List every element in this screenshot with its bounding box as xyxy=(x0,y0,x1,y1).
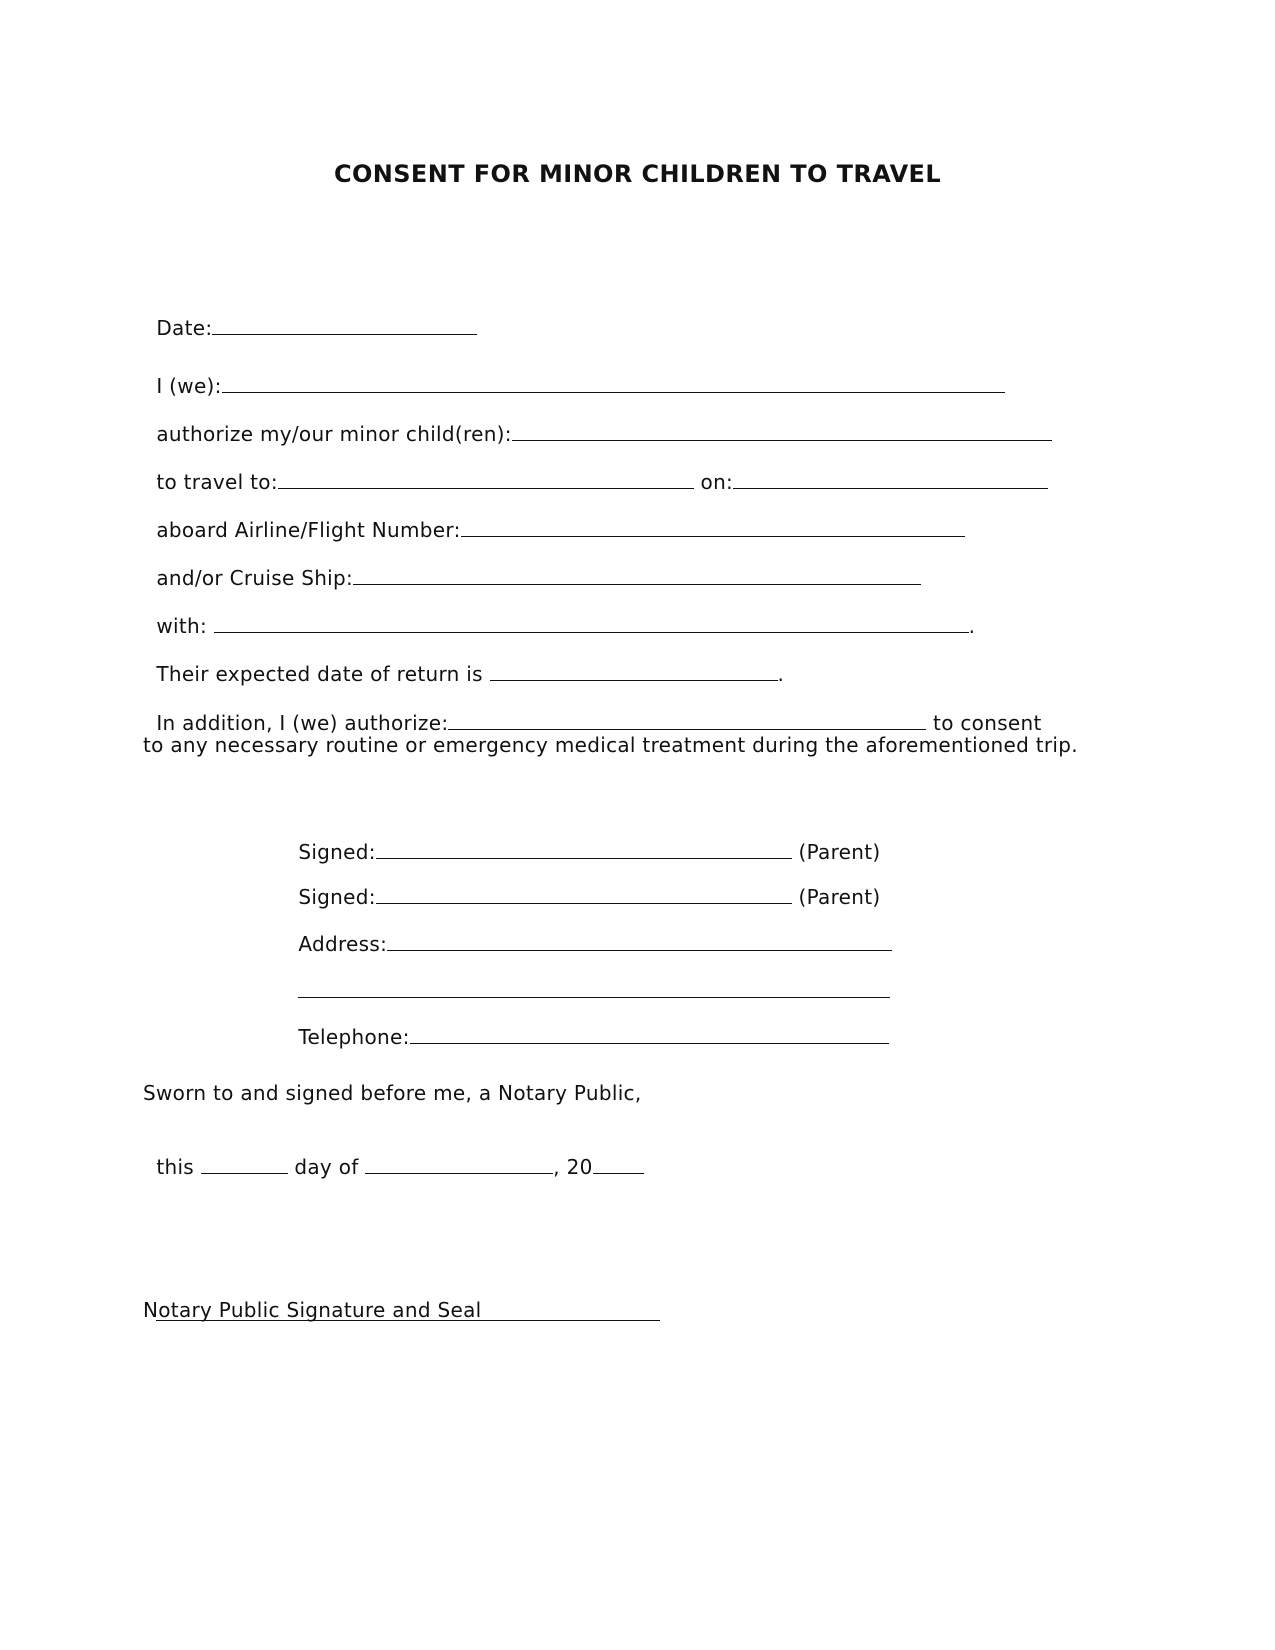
with-period: . xyxy=(968,614,976,638)
on-label: on: xyxy=(700,470,734,494)
signed-row-2 xyxy=(285,859,881,909)
notary-day-field[interactable] xyxy=(201,1153,288,1174)
flight-label: aboard Airline/Flight Number: xyxy=(156,518,461,542)
signed-label-2: Signed: xyxy=(298,885,376,909)
cruise-row xyxy=(143,540,921,590)
authorize-label: In addition, I (we) authorize: xyxy=(156,711,449,735)
return-label: Their expected date of return is xyxy=(156,662,483,686)
date-label: Date: xyxy=(156,316,213,340)
cruise-field[interactable] xyxy=(353,564,921,585)
notary-month-field[interactable] xyxy=(365,1153,553,1174)
parent-label-1: (Parent) xyxy=(798,840,881,864)
children-row xyxy=(143,396,1052,446)
date-field[interactable] xyxy=(212,314,477,335)
destination-field[interactable] xyxy=(278,468,694,489)
address-field-2[interactable] xyxy=(298,977,890,998)
address-row-2 xyxy=(285,953,890,1003)
to-consent-text: to consent xyxy=(933,711,1042,735)
year-prefix: , 20 xyxy=(553,1155,593,1179)
flight-field[interactable] xyxy=(461,516,965,537)
return-date-field[interactable] xyxy=(490,660,778,681)
destination-label: to travel to: xyxy=(156,470,278,494)
flight-row xyxy=(143,492,965,542)
with-label: with: xyxy=(156,614,207,638)
destination-row xyxy=(143,444,1048,494)
address-label: Address: xyxy=(298,932,388,956)
notary-date-row xyxy=(143,1129,644,1179)
sworn-text: Sworn to and signed before me, a Notary Public, xyxy=(143,1081,642,1105)
telephone-label: Telephone: xyxy=(298,1025,410,1049)
parent-label-2: (Parent) xyxy=(798,885,881,909)
with-field[interactable] xyxy=(214,612,969,633)
travel-date-field[interactable] xyxy=(733,468,1048,489)
return-row xyxy=(143,636,784,686)
form-title: CONSENT FOR MINOR CHILDREN TO TRAVEL xyxy=(333,160,942,188)
return-period: . xyxy=(777,662,785,686)
cruise-label: and/or Cruise Ship: xyxy=(156,566,354,590)
telephone-field[interactable] xyxy=(410,1023,889,1044)
medical-text: to any necessary routine or emergency medical treatment during the aforementioned trip. xyxy=(143,733,1078,757)
telephone-row xyxy=(285,999,889,1049)
with-row xyxy=(143,588,975,638)
children-label: authorize my/our minor child(ren): xyxy=(156,422,512,446)
date-row xyxy=(143,290,477,340)
names-row xyxy=(143,348,1005,398)
authorize-field[interactable] xyxy=(448,709,926,730)
this-label: this xyxy=(156,1155,195,1179)
address-row xyxy=(285,906,892,956)
parent-signature-field-1[interactable] xyxy=(376,838,792,859)
names-label: I (we): xyxy=(156,374,222,398)
authorize-row xyxy=(143,685,1042,735)
signed-row-1 xyxy=(285,814,881,864)
signed-label-1: Signed: xyxy=(298,840,376,864)
parent-signature-field-2[interactable] xyxy=(376,883,792,904)
notary-year-field[interactable] xyxy=(593,1153,644,1174)
names-field[interactable] xyxy=(222,372,1005,393)
address-field-1[interactable] xyxy=(387,930,892,951)
day-of-label: day of xyxy=(294,1155,359,1179)
notary-signature-caption: Notary Public Signature and Seal xyxy=(143,1298,482,1322)
children-field[interactable] xyxy=(512,420,1052,441)
